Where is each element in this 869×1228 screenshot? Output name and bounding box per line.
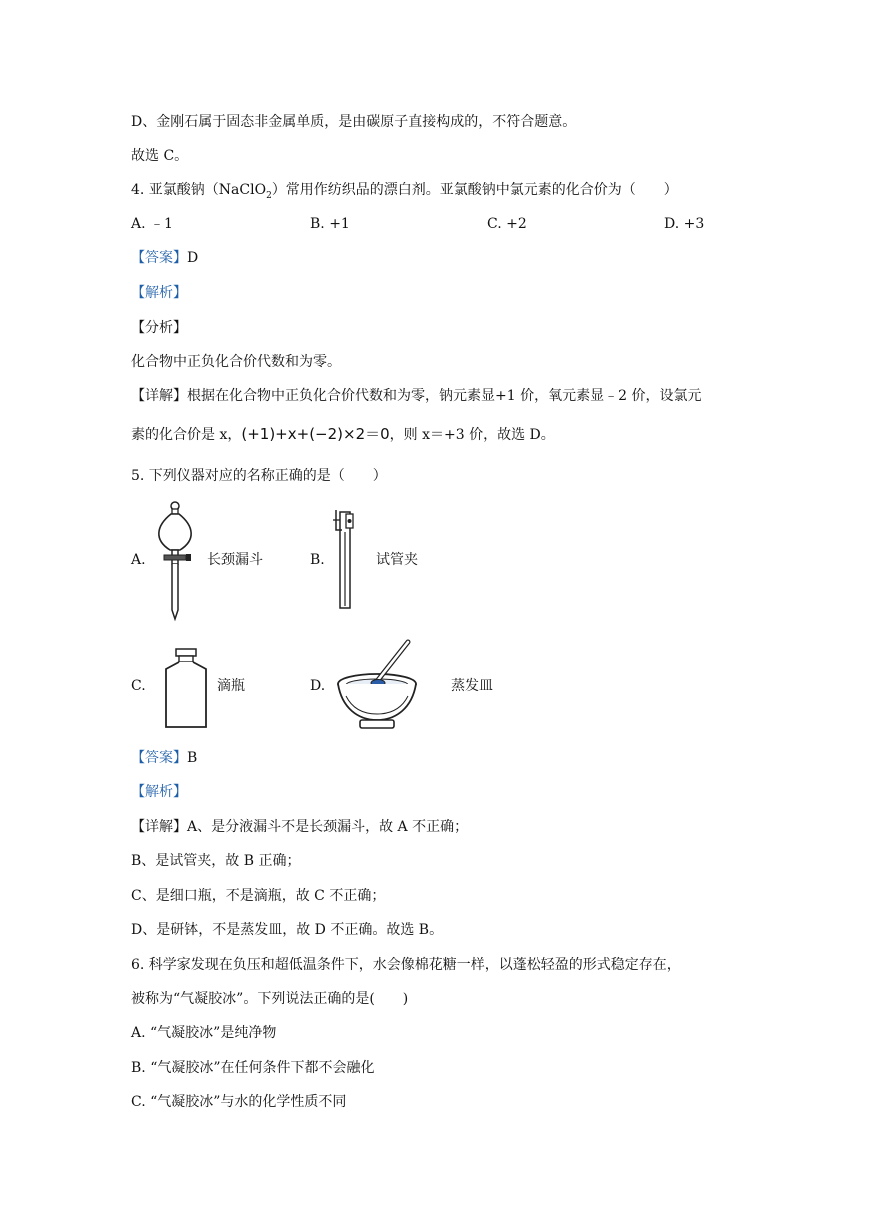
q5-option-a-letter: A. bbox=[131, 552, 146, 568]
q4-detail-line2: 素的化合价是 x，(+1)+x+(−2)×2＝0，则 x＝+3 价，故选 D。 bbox=[131, 425, 555, 443]
test-tube-holder-icon bbox=[330, 508, 360, 612]
analysis-tag: 【解析】 bbox=[131, 784, 187, 800]
q5-option-c-letter: C. bbox=[131, 678, 146, 694]
fenxi-tag: 【分析】 bbox=[131, 320, 187, 336]
mortar-pestle-icon bbox=[334, 636, 420, 734]
q5-detail-line3: C、是细口瓶，不是滴瓶，故 C 不正确； bbox=[131, 888, 386, 904]
q5-detail-line2: B、是试管夹，故 B 正确； bbox=[131, 853, 301, 869]
question-4: 4. 亚氯酸钠（NaClO$_2$）常用作纺织品的漂白剂。亚氯酸钠中氯元素的化合价为（ ） bbox=[131, 182, 678, 201]
q5-option-c-name: 滴瓶 bbox=[217, 678, 245, 694]
q5-detail-line4: D、是研钵，不是蒸发皿，故 D 不正确。故选 B。 bbox=[131, 922, 444, 938]
q6-option-c: C. “气凝胶冰”与水的化学性质不同 bbox=[131, 1094, 347, 1110]
q5-option-d-name: 蒸发皿 bbox=[451, 678, 493, 694]
q4-option-d: D. +3 bbox=[664, 216, 705, 232]
q4-option-c: C. +2 bbox=[487, 216, 527, 232]
q5-option-a-name: 长颈漏斗 bbox=[207, 552, 263, 568]
analysis-tag: 【解析】 bbox=[131, 285, 187, 301]
fenxi-text: 化合物中正负化合价代数和为零。 bbox=[131, 354, 341, 370]
q6-option-b: B. “气凝胶冰”在任何条件下都不会融化 bbox=[131, 1060, 375, 1076]
question-6-line2: 被称为“气凝胶冰”。下列说法正确的是( ) bbox=[131, 991, 409, 1007]
q5-option-d-letter: D. bbox=[310, 678, 326, 694]
q5-detail-line1: 【详解】A、是分液漏斗不是长颈漏斗，故 A 不正确； bbox=[131, 819, 469, 835]
text-line: 故选 C。 bbox=[131, 148, 189, 164]
question-5: 5. 下列仪器对应的名称正确的是（ ） bbox=[131, 468, 387, 484]
reagent-bottle-icon bbox=[160, 647, 212, 731]
q6-option-a: A. “气凝胶冰”是纯净物 bbox=[131, 1025, 277, 1041]
text-line: D、金刚石属于固态非金属单质，是由碳原子直接构成的，不符合题意。 bbox=[131, 114, 577, 130]
q4-option-a: A. ﹣1 bbox=[131, 216, 173, 232]
q5-answer: 【答案】B bbox=[131, 750, 198, 766]
q4-detail-line1: 【详解】根据在化合物中正负化合价代数和为零，钠元素显+1 价，氧元素显﹣2 价，设氯元 bbox=[131, 388, 702, 404]
q5-option-b-name: 试管夹 bbox=[376, 552, 418, 568]
q4-option-b: B. +1 bbox=[310, 216, 350, 232]
q5-option-b-letter: B. bbox=[310, 552, 325, 568]
separatory-funnel-icon bbox=[150, 498, 200, 622]
q4-answer: 【答案】D bbox=[131, 250, 199, 266]
question-6-line1: 6. 科学家发现在负压和超低温条件下，水会像棉花糖一样，以蓬松轻盈的形式稳定存在， bbox=[131, 957, 681, 973]
formula: (+1)+x+(−2)×2＝0 bbox=[241, 425, 390, 443]
